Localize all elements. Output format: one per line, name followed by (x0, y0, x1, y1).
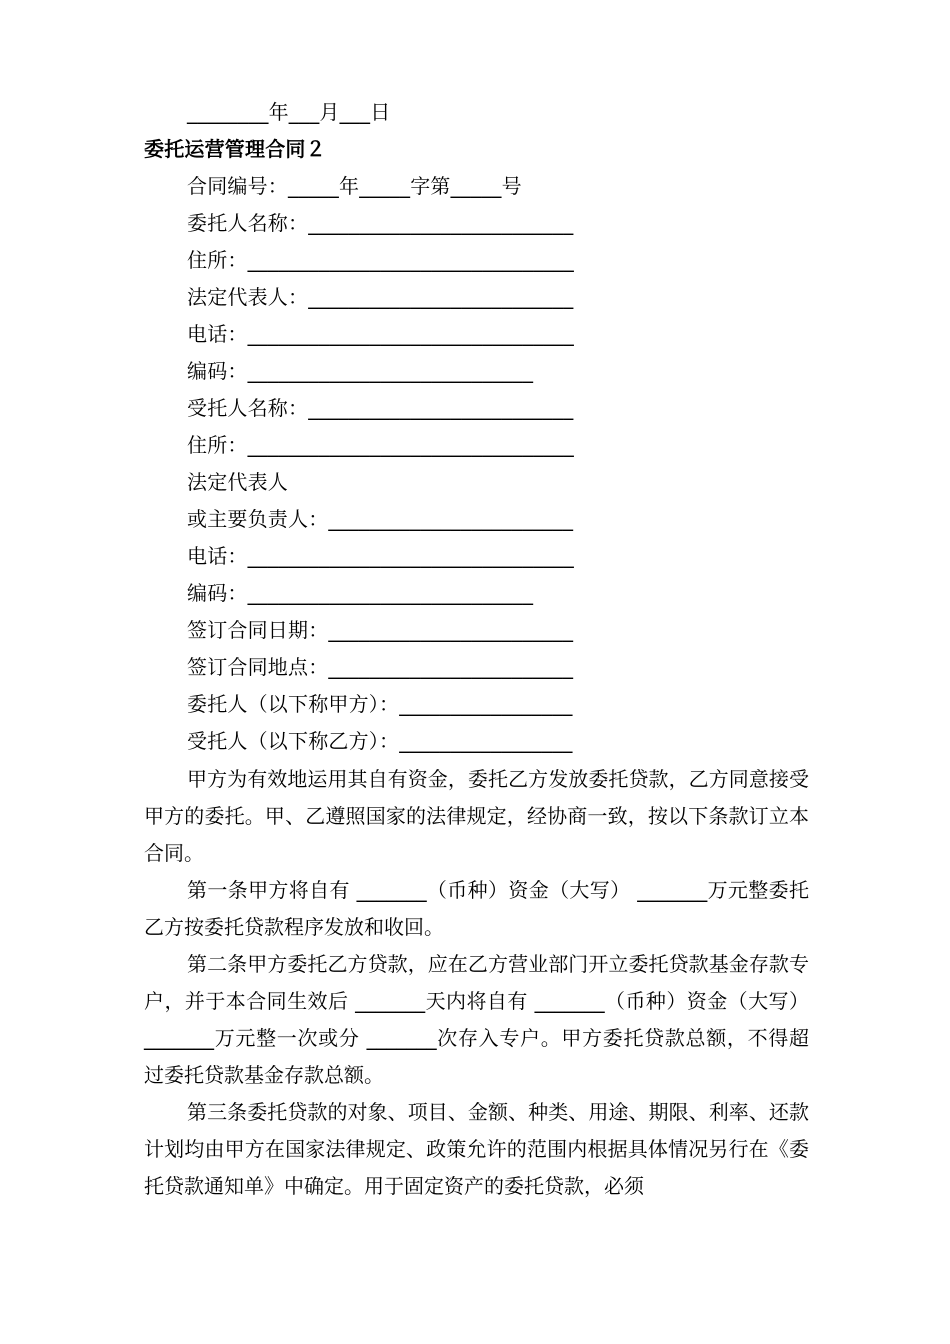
field-principal-phone: 电话：________________________________ (187, 322, 574, 346)
field-principal-name: 委托人名称：__________________________ (187, 211, 574, 235)
field-agent-phone: 电话：________________________________ (187, 544, 574, 568)
paragraph-article-3: 第三条委托贷款的对象、项目、金额、种类、用途、期限、利率、还款计划均由甲方在国家法律规定、政策允许的范围内根据具体情况另行在《委托贷款通知单》中确定。用于固定资产的委托贷款，必须 (144, 1100, 809, 1198)
paragraph-article-2: 第二条甲方委托乙方贷款，应在乙方营业部门开立委托贷款基金存款专户，并于本合同生效后 _______天内将自有 _______（币种）资金（大写） _______万元整一次或分 _______次存入专户。甲方委托贷款总额，不得超过委托贷款基金存款总额。 (144, 952, 809, 1087)
field-signing-date: 签订合同日期：________________________ (187, 618, 574, 642)
section-title: 委托运营管理合同２ (144, 137, 326, 161)
field-party-a: 委托人（以下称甲方）：_________________ (187, 692, 573, 716)
paragraph-intro: 甲方为有效地运用其自有资金，委托乙方发放委托贷款，乙方同意接受甲方的委托。甲、乙遵照国家的法律规定，经协商一致，按以下条款订立本合同。 (144, 767, 809, 865)
paragraph-article-1: 第一条甲方将自有 _______（币种）资金（大写） _______万元整委托乙方按委托贷款程序发放和收回。 (144, 878, 809, 939)
field-agent-legal-rep-label: 法定代表人 (187, 470, 288, 494)
field-contract-number: 合同编号：_____年_____字第_____号 (187, 174, 522, 198)
date-line: ________年___月___日 (187, 100, 391, 124)
field-agent-postcode: 编码：____________________________ (187, 581, 534, 605)
field-principal-address: 住所：________________________________ (187, 248, 574, 272)
field-principal-postcode: 编码：____________________________ (187, 359, 534, 383)
field-agent-address: 住所：________________________________ (187, 433, 574, 457)
field-principal-legal-rep: 法定代表人：__________________________ (187, 285, 574, 309)
field-agent-name: 受托人名称：__________________________ (187, 396, 574, 420)
field-party-b: 受托人（以下称乙方）：_________________ (187, 729, 573, 753)
field-agent-responsible-person: 或主要负责人：________________________ (187, 507, 574, 531)
field-signing-place: 签订合同地点：________________________ (187, 655, 574, 679)
